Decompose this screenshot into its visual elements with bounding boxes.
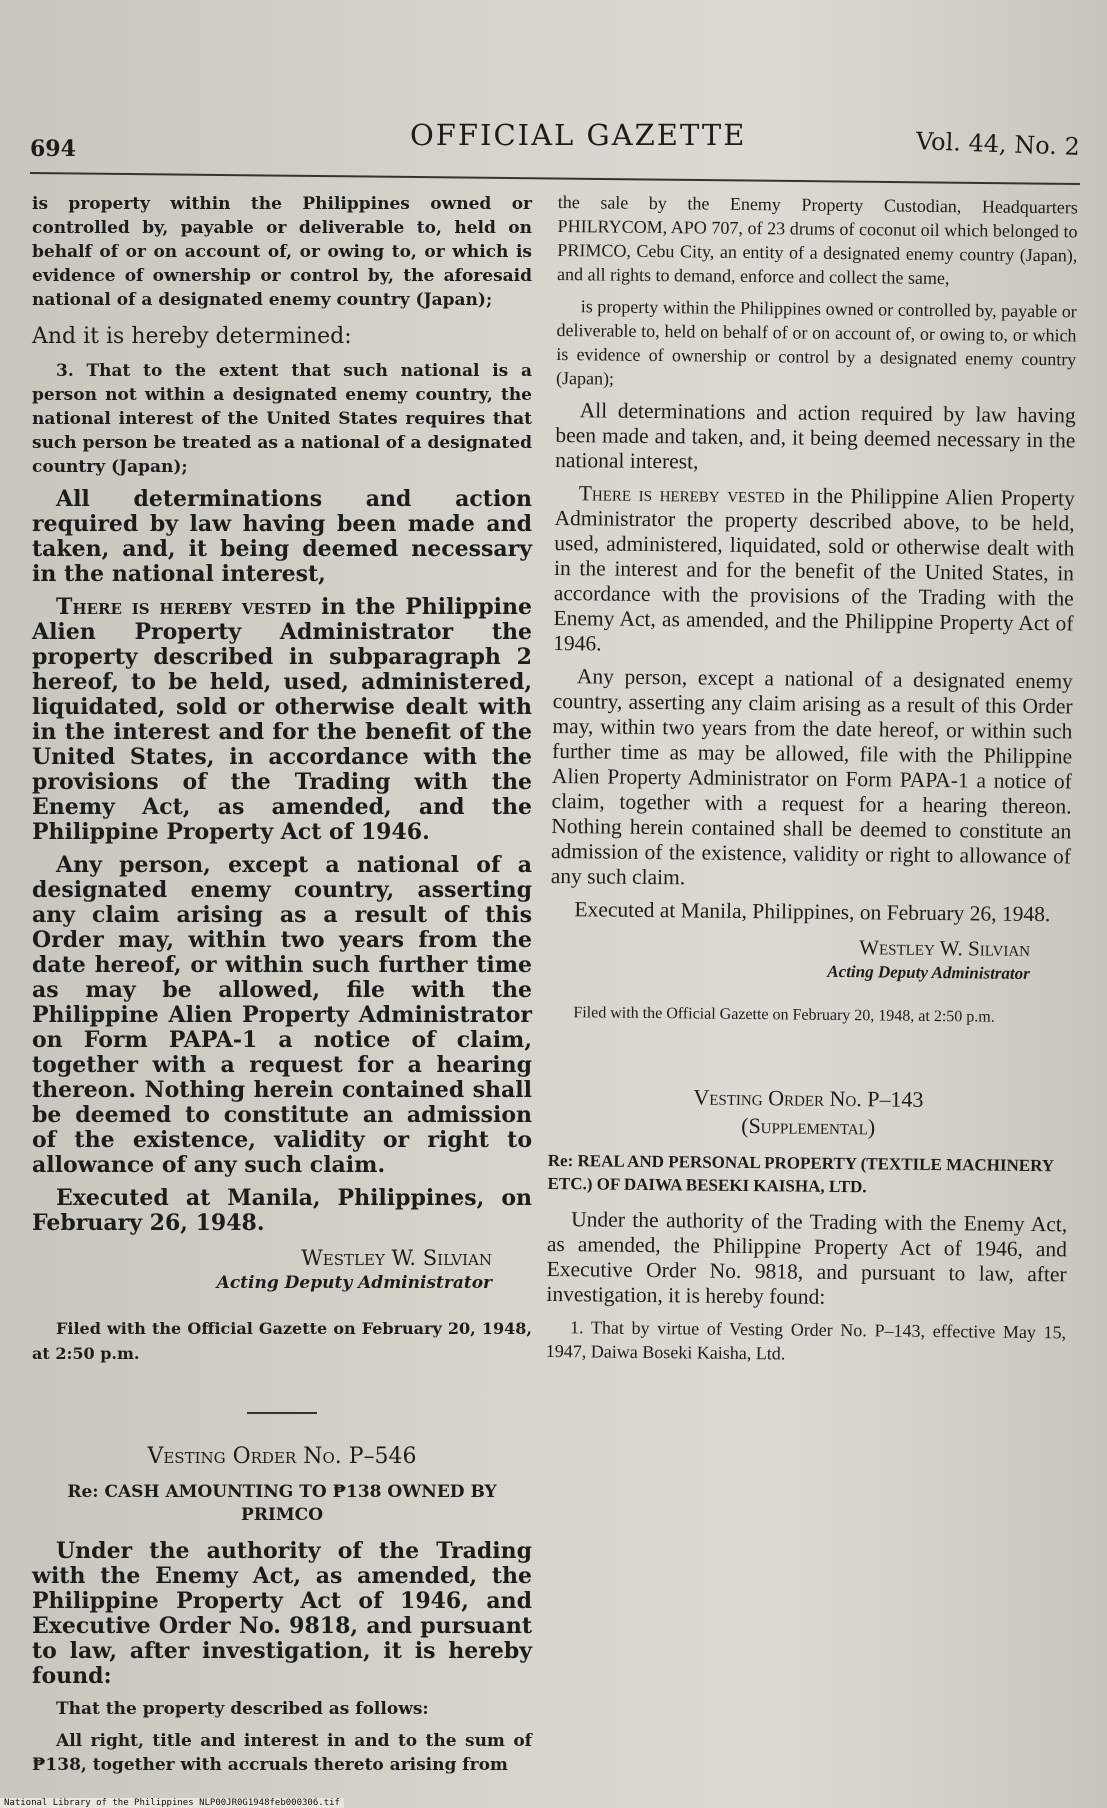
signatory-name: Westley W. Silvian	[859, 935, 1031, 961]
signature-block	[32, 1246, 532, 1296]
paragraph: Any person, except a national of a designated enemy country, asserting any claim arising as a result of this Order may, within two years from the date hereof, or within such further time as may be allowed, file with the Philippine Alien Property Administrator on Form PAPA-1 a notice of claim, together with a request for a hearing thereon. Nothing herein contained shall be deemed to constitute an admission of the existence, validity or right to allowance of any such claim.	[550, 664, 1074, 890]
paragraph: 3. That to the extent that such national is a person not within a designated enemy country, the national interest of the United States requires that such person be treated as a national of a designated country (Japan);	[32, 361, 532, 477]
vested-text: in the Philippine Alien Property Administrator the property described in subparagraph 2 hereof, to be held, used, administered, liquidated, sold or otherwise dealt with in the interest and for the benefit of the United States, in accordance with the provisions of the Trading with the Enemy Act, as amended, and the Philippine Property Act of 1946.	[32, 594, 532, 845]
vested-lead: There is hereby vested	[56, 594, 312, 620]
signatory-title: Acting Deputy Administrator	[216, 1273, 492, 1293]
paragraph: is property within the Philippines owned or controlled by, payable or deliverable to, held on behalf of or on account of, or owing to, or which is evidence of ownership or control by a designated enemy country (Japan);	[555, 296, 1077, 389]
vesting-order-title: Vesting Order No. P–546	[147, 1444, 417, 1469]
page-number: 694	[30, 136, 76, 162]
signature-block	[550, 932, 1070, 986]
header-rule	[30, 172, 1080, 185]
paragraph: Under the authority of the Trading with the Enemy Act, as amended, the Philippine Property Act of 1946, and Executive Order No. 9818, and pursuant to law, after investigation, it is hereby found:	[32, 1538, 532, 1689]
paragraph: 1. That by virtue of Vesting Order No. P–143, effective May 15, 1947, Daiwa Boseki Kaisha, Ltd.	[545, 1316, 1067, 1363]
paragraph: Under the authority of the Trading with the Enemy Act, as amended, the Philippine Property Act of 1946, and Executive Order No. 9818, and pursuant to law, after investigation, it is hereby found:	[546, 1206, 1068, 1309]
paragraph: Any person, except a national of a designated enemy country, asserting any claim arising as a result of this Order may, within two years from the date hereof, or within such further time as may be allowed, file with the Philippine Alien Property Administrator on Form PAPA-1 a notice of claim, together with a request for a hearing thereon. Nothing herein contained shall be deemed to constitute an admission of the existence, validity or right to allowance of any such claim.	[32, 852, 532, 1178]
right-column	[546, 190, 1078, 1376]
executed-line: Executed at Manila, Philippines, on February 26, 1948.	[574, 897, 1051, 927]
determined-heading: And it is hereby determined:	[32, 324, 352, 349]
paragraph: All determinations and action required by law having been made and taken, and, it being deemed necessary in the national interest,	[555, 398, 1076, 474]
vesting-paragraph	[553, 481, 1075, 661]
filed-note: Filed with the Official Gazette on February 20, 1948, at 2:50 p.m.	[573, 1004, 995, 1026]
volume-label: Vol. 44, No. 2	[915, 127, 1081, 161]
scan-footer: National Library of the Philippines NLP00JR0G1948feb000306.tif	[0, 1798, 344, 1808]
re-heading: Re: REAL AND PERSONAL PROPERTY (TEXTILE MACHINERY ETC.) OF DAIWA BESEKI KAISHA, LTD.	[547, 1150, 1054, 1196]
paragraph: All determinations and action required by law having been made and taken, and, it being deemed necessary in the national interest,	[32, 486, 532, 587]
vested-text: in the Philippine Alien Property Administrator the property described above, to be held, used, administered, liquidated, sold or otherwise dealt with in the interest and for the benefit of the United States, in accordance with the provisions of the Trading with the Enemy Act, as amended, and the Philippine Property Act of 1946.	[553, 483, 1075, 656]
left-column	[32, 192, 532, 1785]
filed-note: Filed with the Official Gazette on February 20, 1948, at 2:50 p.m.	[32, 1319, 532, 1363]
paragraph: All right, title and interest in and to the sum of ₱138, together with accruals thereto arising from	[32, 1731, 532, 1775]
paragraph: the sale by the Enemy Property Custodian, Headquarters PHILRYCOM, APO 707, of 23 drums of coconut oil which belonged to PRIMCO, Cebu City, an entity of a designated enemy country (Japan), and all rights to demand, enforce and collect the same,	[557, 191, 1078, 289]
re-heading: Re: CASH AMOUNTING TO ₱138 OWNED BY PRIMCO	[67, 1482, 497, 1525]
vesting-paragraph	[32, 595, 532, 845]
executed-line: Executed at Manila, Philippines, on February 26, 1948.	[32, 1185, 532, 1236]
section-divider	[247, 1412, 317, 1414]
publication-title: OFFICIAL GAZETTE	[410, 118, 747, 152]
vesting-order-subtitle: (Supplemental)	[741, 1112, 876, 1140]
paragraph: is property within the Philippines owned or controlled by, payable or deliverable to, held on behalf of or on account of, or owing to, or which is evidence of ownership or control by, the aforesaid national of a designated enemy country (Japan);	[32, 194, 532, 310]
paragraph: That the property described as follows:	[56, 1699, 429, 1719]
page-header	[30, 118, 1080, 168]
vested-lead: There is hereby vested	[578, 481, 785, 508]
signatory-name: Westley W. Silvian	[301, 1246, 492, 1270]
signatory-title: Acting Deputy Administrator	[827, 961, 1030, 983]
vesting-order-title: Vesting Order No. P–143	[693, 1083, 924, 1112]
